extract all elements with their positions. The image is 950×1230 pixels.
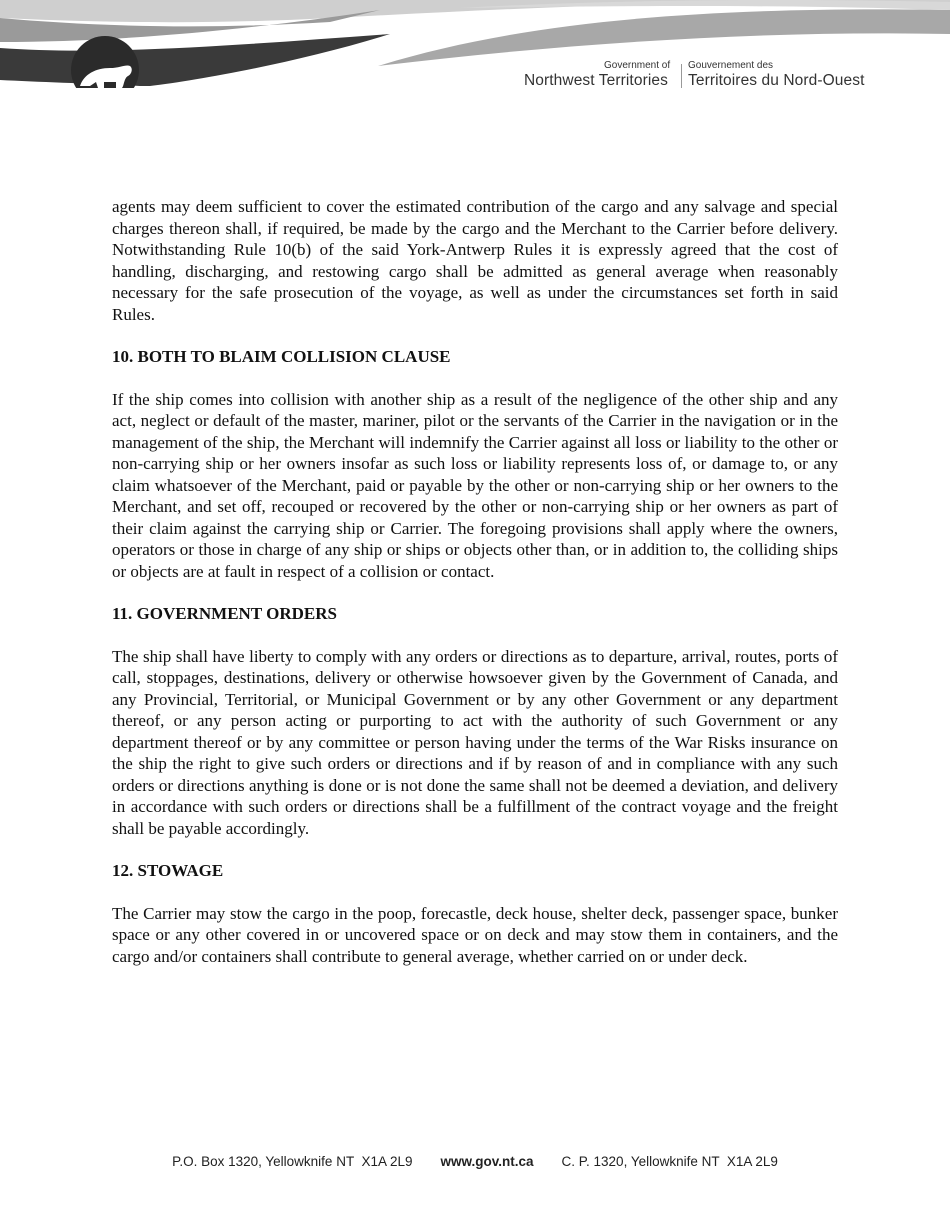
- section-text-11: The ship shall have liberty to comply with any orders or directions as to departure, arrival, routes, ports of call, stoppages, destinations, delivery or otherwise howsoever given by the Government of Canada, and any Provincial, Territorial, or Municipal Government or by any other Government or any department thereof, or any person acting or purporting to act with the authority of such Government or any department thereof or by any committee or person having under the terms of the War Risks insurance on the ship the right to give such orders or directions and if by reason of and in compliance with any such orders or directions anything is done or is not done the same shall not be deemed a deviation, and delivery in accordance with such orders or directions shall be a fulfillment of the contract voyage and the freight shall be payable accordingly.: [112, 646, 838, 838]
- banner-swoosh-dark: [0, 34, 390, 86]
- section-heading-10: 10. BOTH TO BLAIM COLLISION CLAUSE: [112, 347, 451, 366]
- footer-address-en: P.O. Box 1320, Yellowknife NT X1A 2L9: [172, 1154, 413, 1169]
- page-footer: [0, 1154, 950, 1169]
- gov-fr-big: Territoires du Nord-Ouest: [688, 72, 865, 89]
- banner-swoosh-right: [378, 9, 950, 66]
- footer-website-link[interactable]: www.gov.nt.ca: [440, 1154, 534, 1169]
- polar-bear-logo-icon: [60, 36, 150, 100]
- gov-en-big: Northwest Territories: [524, 72, 668, 89]
- gov-name-french: [688, 60, 865, 90]
- gov-en-small: Government of: [604, 60, 671, 71]
- footer-address-fr: C. P. 1320, Yellowknife NT X1A 2L9: [561, 1154, 778, 1169]
- gov-name-english: [524, 60, 670, 90]
- section-text-12: The Carrier may stow the cargo in the poop, forecastle, deck house, shelter deck, passenger space, bunker space or any other covered in or uncovered space or on deck and may stow them in containers, and the cargo and/or containers shall contribute to general average, whether carried on or under deck.: [112, 903, 838, 966]
- document-body: [112, 196, 838, 967]
- gov-fr-small: Gouvernement des: [688, 60, 774, 71]
- section-heading-11: 11. GOVERNMENT ORDERS: [112, 604, 337, 623]
- section-text-10: If the ship comes into collision with another ship as a result of the negligence of the other ship and any act, neglect or default of the master, mariner, pilot or the servants of the Carrier in the navigation or in the management of the ship, the Merchant will indemnify the Carrier against all loss or liability to the other or non-carrying ship or her owners insofar as such loss or liability represents loss of, or damage to, or any claim whatsoever of the Merchant, paid or payable by the other or non-carrying ship or her owners to the Merchant, and set off, recouped or recovered by the other or non-carrying ship or her owners as part of their claim against the carrying ship or Carrier. The foregoing provisions shall apply where the owners, operators or those in charge of any ship or ships or objects other than, or in addition to, the colliding ships or objects are at fault in respect of a collision or contact.: [112, 389, 838, 581]
- intro-paragraph: agents may deem sufficient to cover the estimated contribution of the cargo and any salvage and special charges thereon shall, if required, be made by the cargo and the Merchant to the Carrier before delivery. Notwithstanding Rule 10(b) of the said York-Antwerp Rules it is expressly agreed that the cost of handling, discharging, and restowing cargo shall be admitted as general average when reasonably necessary for the safe prosecution of the voyage, as well as under the circumstances set forth in said Rules.: [112, 197, 838, 324]
- section-heading-12: 12. STOWAGE: [112, 861, 224, 880]
- letterhead-separator: [681, 64, 682, 88]
